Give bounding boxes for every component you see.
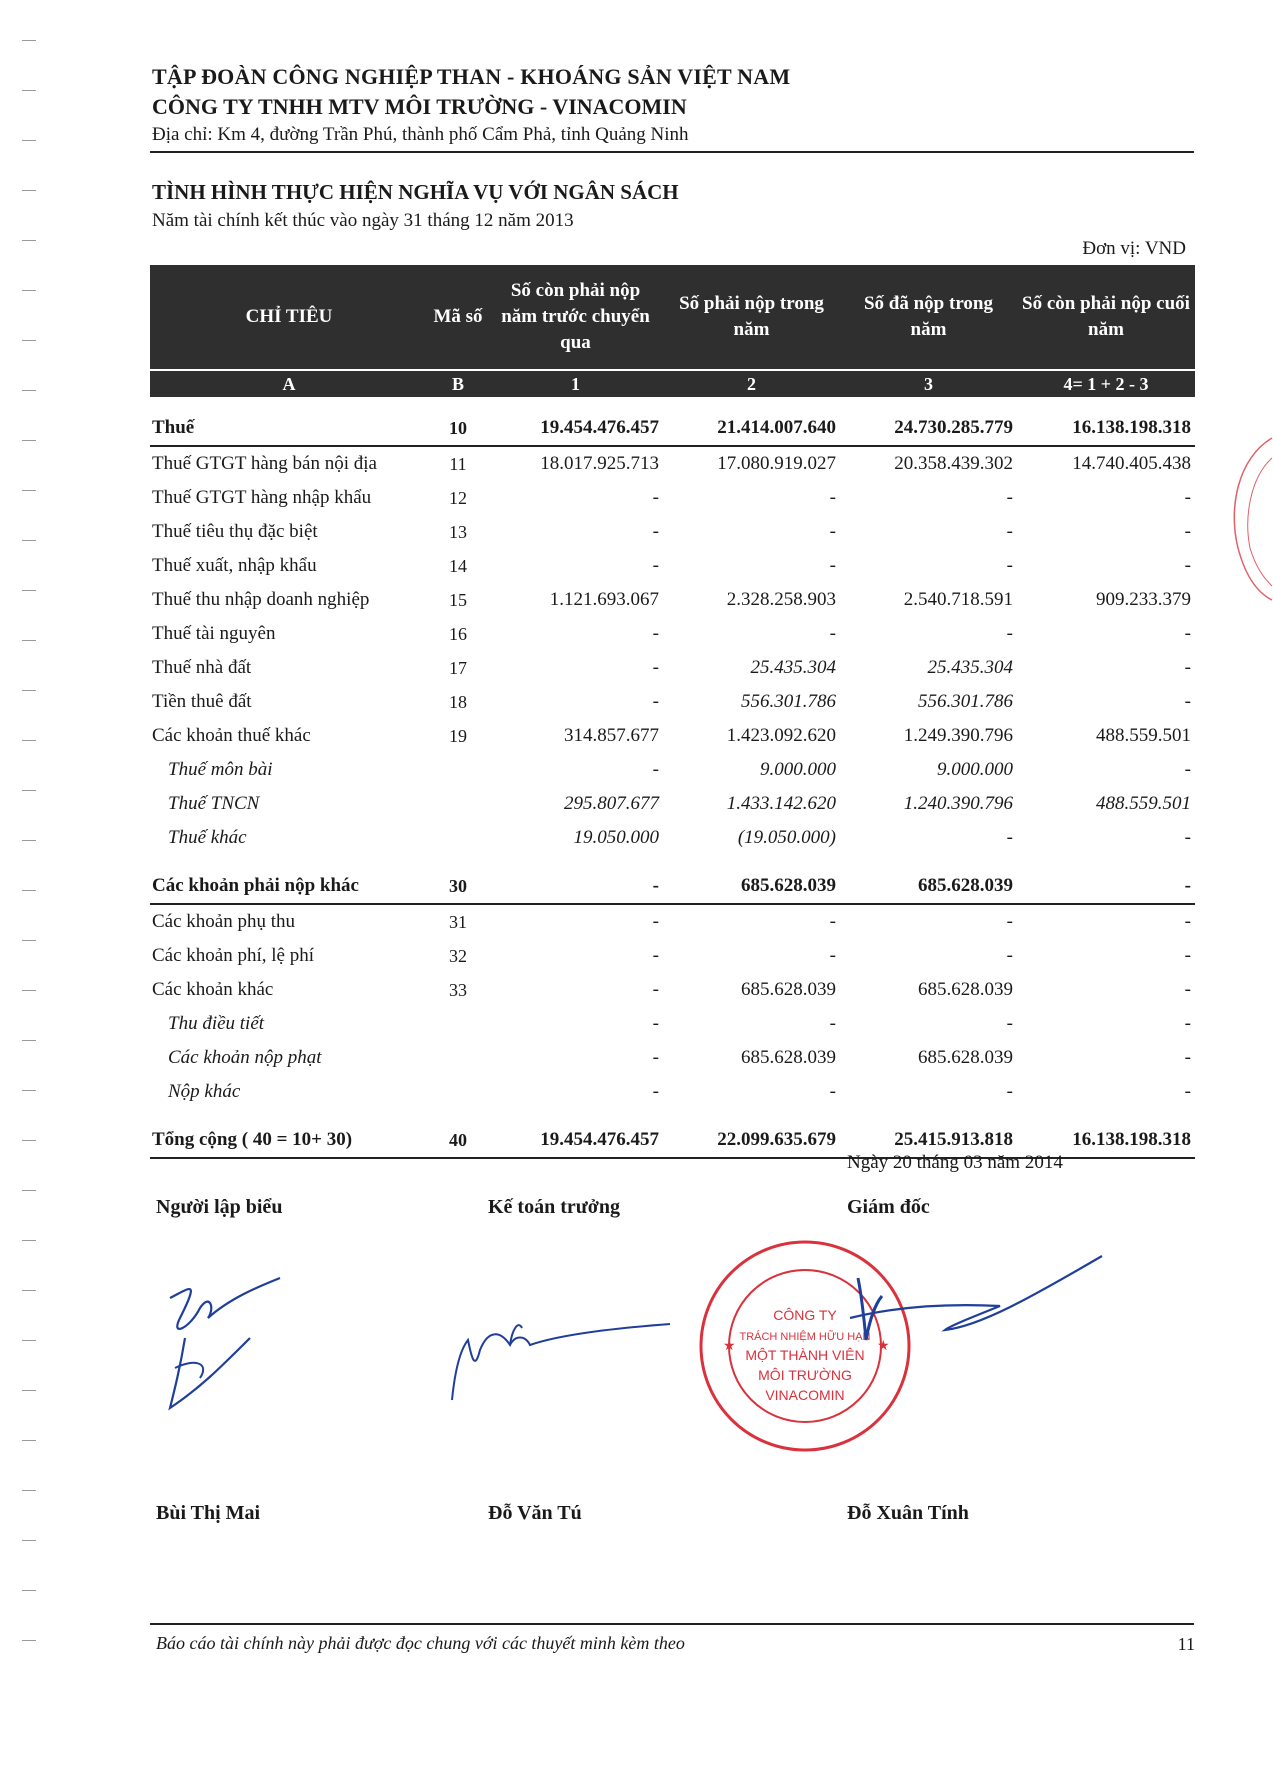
table-row — [150, 869, 1195, 904]
row-paid: - — [1006, 827, 1013, 848]
row-paid: 20.358.439.302 — [894, 453, 1013, 474]
company-address: Địa chỉ: Km 4, đường Trần Phú, thành phố Cẩm Phả, tỉnh Quảng Ninh — [152, 124, 689, 145]
col-header-code: Mã số — [428, 265, 488, 370]
seal-line4: MÔI TRƯỜNG — [758, 1367, 852, 1383]
row-label: Các khoản thuế khác — [152, 725, 311, 746]
col-header-opening: Số còn phải nộp năm trước chuyển qua — [488, 265, 663, 370]
accountant-role: Kế toán trưởng — [488, 1196, 620, 1218]
row-paid: 685.628.039 — [918, 979, 1013, 1000]
row-payable: - — [829, 1013, 836, 1034]
row-paid: 1.249.390.796 — [903, 725, 1013, 746]
company-header — [152, 64, 1192, 146]
row-opening: 314.857.677 — [564, 725, 659, 746]
col-header-closing: Số còn phải nộp cuối năm — [1017, 265, 1195, 370]
row-label: Các khoản khác — [152, 979, 274, 1000]
row-label: Thuế khác — [168, 827, 247, 848]
row-closing: - — [1184, 657, 1191, 678]
row-label: Thuế môn bài — [168, 759, 273, 780]
table-row — [150, 973, 1195, 1007]
row-payable: 21.414.007.640 — [663, 411, 840, 446]
row-closing: - — [1184, 827, 1191, 848]
row-payable: 9.000.000 — [760, 759, 836, 780]
row-opening: - — [652, 555, 659, 576]
col-sub-paid: 3 — [840, 370, 1017, 397]
row-paid: - — [1006, 555, 1013, 576]
table-row — [150, 1075, 1195, 1109]
accountant-signature — [440, 1300, 680, 1420]
row-paid: - — [1006, 487, 1013, 508]
row-payable: 1.433.142.620 — [726, 793, 836, 814]
report-title: TÌNH HÌNH THỰC HIỆN NGHĨA VỤ VỚI NGÂN SÁCH — [152, 180, 679, 204]
row-opening: - — [652, 691, 659, 712]
row-payable: 2.328.258.903 — [726, 589, 836, 610]
report-subtitle: Năm tài chính kết thúc vào ngày 31 tháng 12 năm 2013 — [152, 210, 574, 231]
row-closing: 488.559.501 — [1096, 793, 1191, 814]
col-sub-closing: 4= 1 + 2 - 3 — [1017, 370, 1195, 397]
row-opening: 19.050.000 — [573, 827, 659, 848]
row-closing: - — [1184, 521, 1191, 542]
row-paid: 25.415.913.818 — [840, 1123, 1017, 1158]
row-opening: 1.121.693.067 — [549, 589, 659, 610]
col-header-payable: Số phải nộp trong năm — [663, 265, 840, 370]
preparer-signature — [140, 1258, 290, 1428]
row-code: 16 — [449, 623, 467, 644]
row-closing: - — [1184, 1013, 1191, 1034]
table-row — [150, 446, 1195, 481]
director-name: Đỗ Xuân Tính — [847, 1502, 969, 1524]
currency-unit: Đơn vị: VND — [1082, 238, 1186, 259]
row-paid: - — [1006, 623, 1013, 644]
row-code — [428, 1041, 488, 1075]
svg-text:★: ★ — [877, 1337, 890, 1353]
row-label: Thuế tiêu thụ đặc biệt — [152, 521, 318, 542]
row-label: Thuế tài nguyên — [152, 623, 276, 644]
row-label: Các khoản nộp phạt — [168, 1047, 322, 1068]
row-label: Tiền thuê đất — [152, 691, 252, 712]
row-closing: - — [1184, 555, 1191, 576]
row-code: 13 — [449, 521, 467, 542]
director-signature — [830, 1248, 1110, 1378]
table-row — [150, 685, 1195, 719]
row-code: 19 — [449, 725, 467, 746]
row-paid: 24.730.285.779 — [840, 411, 1017, 446]
row-code — [428, 1075, 488, 1109]
table-row — [150, 481, 1195, 515]
row-code: 31 — [449, 911, 467, 932]
row-closing: - — [1184, 487, 1191, 508]
row-code: 15 — [449, 589, 467, 610]
row-label: Thuế nhà đất — [152, 657, 252, 678]
row-payable: 1.423.092.620 — [726, 725, 836, 746]
row-paid: 1.240.390.796 — [903, 793, 1013, 814]
row-code: 14 — [449, 555, 467, 576]
row-code: 18 — [449, 691, 467, 712]
row-paid: 685.628.039 — [918, 1047, 1013, 1068]
footer-note: Báo cáo tài chính này phải được đọc chung với các thuyết minh kèm theo — [156, 1633, 685, 1653]
row-payable: (19.050.000) — [737, 827, 836, 848]
row-closing: - — [1184, 911, 1191, 932]
director-role: Giám đốc — [847, 1196, 930, 1218]
row-code — [428, 1007, 488, 1041]
page-number: 11 — [1177, 1634, 1195, 1654]
row-opening: 295.807.677 — [564, 793, 659, 814]
row-opening: - — [652, 657, 659, 678]
row-payable: 25.435.304 — [750, 657, 836, 678]
footer-divider — [150, 1623, 1194, 1625]
row-paid: 2.540.718.591 — [903, 589, 1013, 610]
row-opening: - — [652, 979, 659, 1000]
row-payable: 685.628.039 — [741, 979, 836, 1000]
row-payable: - — [829, 945, 836, 966]
col-sub-payable: 2 — [663, 370, 840, 397]
row-opening: - — [652, 945, 659, 966]
table-row — [150, 617, 1195, 651]
row-closing: - — [1184, 1081, 1191, 1102]
seal-line3: MỘT THÀNH VIÊN — [745, 1347, 865, 1363]
row-paid: - — [1006, 1013, 1013, 1034]
row-label: Các khoản phải nộp khác — [150, 869, 428, 904]
row-payable: - — [829, 521, 836, 542]
row-code — [428, 821, 488, 855]
row-label: Thuế GTGT hàng nhập khẩu — [152, 487, 372, 508]
row-closing: 16.138.198.318 — [1017, 411, 1195, 446]
row-code: 32 — [449, 945, 467, 966]
row-code: 17 — [449, 657, 467, 678]
preparer-name: Bùi Thị Mai — [156, 1502, 261, 1524]
row-opening: - — [488, 869, 663, 904]
row-paid: - — [1006, 911, 1013, 932]
row-opening: - — [652, 911, 659, 932]
row-opening: - — [652, 1081, 659, 1102]
table-row — [150, 719, 1195, 753]
row-paid: - — [1006, 521, 1013, 542]
row-paid: - — [1006, 945, 1013, 966]
table-row — [150, 1007, 1195, 1041]
row-payable: - — [829, 1081, 836, 1102]
row-closing: - — [1184, 979, 1191, 1000]
row-closing: 488.559.501 — [1096, 725, 1191, 746]
budget-obligation-table — [150, 265, 1195, 1159]
table-row — [150, 939, 1195, 973]
row-opening: - — [652, 1013, 659, 1034]
row-payable: 17.080.919.027 — [717, 453, 836, 474]
row-opening: 19.454.476.457 — [488, 411, 663, 446]
svg-text:★: ★ — [723, 1337, 736, 1353]
row-code: 30 — [428, 869, 488, 904]
signing-date: Ngày 20 tháng 03 năm 2014 — [847, 1152, 1063, 1173]
row-label: Thuế GTGT hàng bán nội địa — [152, 453, 377, 474]
row-code: 12 — [449, 487, 467, 508]
row-label: Thuế TNCN — [168, 793, 260, 814]
margin-seal-fragment — [1228, 428, 1273, 608]
row-payable: - — [829, 487, 836, 508]
row-payable: - — [829, 911, 836, 932]
row-opening: 18.017.925.713 — [540, 453, 659, 474]
company-name: CÔNG TY TNHH MTV MÔI TRƯỜNG - VINACOMIN — [152, 94, 687, 119]
row-code: 11 — [449, 453, 467, 474]
preparer-role: Người lập biểu — [156, 1196, 283, 1218]
table-row — [150, 821, 1195, 855]
row-payable: 685.628.039 — [663, 869, 840, 904]
table-row — [150, 753, 1195, 787]
row-paid: 9.000.000 — [937, 759, 1013, 780]
col-header-paid: Số đã nộp trong năm — [840, 265, 1017, 370]
row-closing: - — [1184, 623, 1191, 644]
group-name: TẬP ĐOÀN CÔNG NGHIỆP THAN - KHOÁNG SẢN VIỆT NAM — [152, 64, 791, 89]
scan-edge-marks — [22, 40, 44, 1700]
row-label: Tổng cộng ( 40 = 10+ 30) — [150, 1123, 428, 1158]
seal-line2: TRÁCH NHIỆM HỮU HẠN — [739, 1331, 871, 1343]
seal-line1: CÔNG TY — [773, 1307, 837, 1323]
row-label: Các khoản phụ thu — [152, 911, 296, 932]
row-code: 33 — [449, 979, 467, 1000]
table-row — [150, 583, 1195, 617]
row-closing: 16.138.198.318 — [1017, 1123, 1195, 1158]
seal-line5: VINACOMIN — [765, 1387, 845, 1403]
row-code — [428, 753, 488, 787]
row-payable: - — [829, 623, 836, 644]
row-closing: 909.233.379 — [1096, 589, 1191, 610]
row-payable: - — [829, 555, 836, 576]
table-row — [150, 651, 1195, 685]
accountant-name: Đỗ Văn Tú — [488, 1502, 582, 1524]
row-label: Thuế — [150, 411, 428, 446]
row-paid: 556.301.786 — [918, 691, 1013, 712]
table-row — [150, 411, 1195, 446]
row-closing: - — [1184, 1047, 1191, 1068]
row-closing: - — [1184, 691, 1191, 712]
row-payable: 556.301.786 — [741, 691, 836, 712]
row-closing: 14.740.405.438 — [1072, 453, 1191, 474]
col-sub-code: B — [428, 370, 488, 397]
header-divider — [150, 151, 1194, 153]
row-code: 40 — [428, 1123, 488, 1158]
row-code — [428, 787, 488, 821]
row-opening: 19.454.476.457 — [488, 1123, 663, 1158]
row-opening: - — [652, 521, 659, 542]
row-label: Thuế thu nhập doanh nghiệp — [152, 589, 370, 610]
table-row — [150, 904, 1195, 939]
col-header-indicator: CHỈ TIÊU — [150, 265, 428, 370]
row-code: 10 — [428, 411, 488, 446]
table-row — [150, 787, 1195, 821]
row-opening: - — [652, 623, 659, 644]
table-row — [150, 1041, 1195, 1075]
row-paid: 25.435.304 — [927, 657, 1013, 678]
row-opening: - — [652, 759, 659, 780]
row-label: Thuế xuất, nhập khẩu — [152, 555, 317, 576]
row-payable: 22.099.635.679 — [663, 1123, 840, 1158]
row-payable: 685.628.039 — [741, 1047, 836, 1068]
row-label: Nộp khác — [168, 1081, 241, 1102]
row-closing: - — [1017, 869, 1195, 904]
row-label: Các khoản phí, lệ phí — [152, 945, 314, 966]
row-opening: - — [652, 1047, 659, 1068]
row-closing: - — [1184, 759, 1191, 780]
row-opening: - — [652, 487, 659, 508]
row-paid: 685.628.039 — [840, 869, 1017, 904]
row-closing: - — [1184, 945, 1191, 966]
table-row — [150, 515, 1195, 549]
table-row — [150, 549, 1195, 583]
row-paid: - — [1006, 1081, 1013, 1102]
row-label: Thu điều tiết — [168, 1013, 265, 1034]
col-sub-opening: 1 — [488, 370, 663, 397]
col-sub-indicator: A — [150, 370, 428, 397]
